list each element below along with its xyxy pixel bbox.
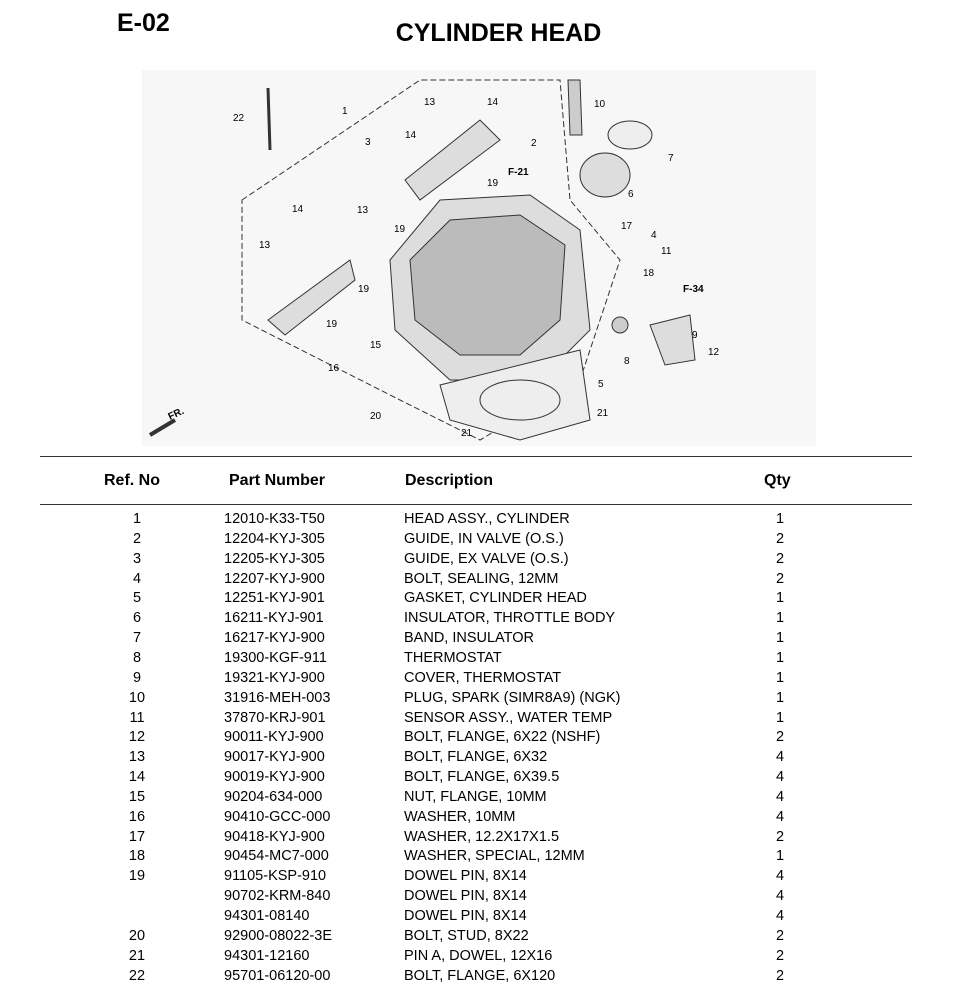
callout: 13	[357, 205, 369, 216]
table-row	[0, 511, 957, 531]
callout: 7	[668, 153, 674, 164]
description: BOLT, FLANGE, 6X120	[404, 967, 556, 984]
callout: 21	[461, 428, 473, 439]
callout: 14	[405, 130, 417, 141]
callout: 17	[621, 221, 633, 232]
description: BOLT, FLANGE, 6X22 (NSHF)	[404, 729, 601, 746]
part-number: 12207-KYJ-900	[224, 570, 325, 587]
description: NUT, FLANGE, 10MM	[404, 788, 547, 805]
qty: 4	[775, 868, 785, 885]
part-number: 92900-08022-3E	[224, 927, 333, 944]
ref-no: 2	[132, 530, 142, 547]
table-row	[0, 769, 957, 789]
qty: 4	[775, 749, 785, 766]
part-number: 19300-KGF-911	[224, 649, 327, 666]
part-number: 12204-KYJ-305	[224, 530, 325, 547]
qty: 4	[775, 808, 785, 825]
part-number: 37870-KRJ-901	[224, 709, 326, 726]
qty: 1	[775, 848, 785, 865]
table-row	[0, 690, 957, 710]
ref-no: 13	[128, 749, 146, 766]
callout: 3	[365, 137, 371, 148]
callout: 15	[370, 340, 382, 351]
table-top-divider	[40, 456, 912, 457]
table-row	[0, 590, 957, 610]
table-header-divider	[40, 504, 912, 505]
qty: 2	[775, 530, 785, 547]
callout: 19	[394, 224, 406, 235]
ref-no: 18	[128, 848, 146, 865]
part-number: 94301-12160	[224, 947, 310, 964]
part-number: 90702-KRM-840	[224, 888, 331, 905]
callout: 10	[594, 99, 606, 110]
description: BOLT, SEALING, 12MM	[404, 570, 559, 587]
part-number: 94301-08140	[224, 908, 310, 924]
callout: 1	[342, 106, 348, 117]
qty: 2	[775, 927, 785, 944]
description: GUIDE, EX VALVE (O.S.)	[404, 550, 569, 567]
table-row	[0, 789, 957, 809]
callout: 12	[708, 347, 720, 358]
description: PLUG, SPARK (SIMR8A9) (NGK)	[404, 689, 621, 706]
ref-no: 20	[128, 927, 146, 944]
qty: 1	[775, 649, 785, 666]
table-row	[0, 571, 957, 591]
part-number: 91105-KSP-910	[224, 868, 327, 885]
part-number: 19321-KYJ-900	[224, 669, 325, 686]
part-number: 90011-KYJ-900	[224, 729, 324, 746]
description: COVER, THERMOSTAT	[404, 669, 562, 686]
description: DOWEL PIN, 8X14	[404, 868, 527, 885]
column-header-qty: Qty	[764, 472, 791, 489]
ref-no: 5	[132, 590, 142, 607]
ref-no: 4	[132, 570, 142, 587]
part-number: 90017-KYJ-900	[224, 749, 325, 766]
table-row	[0, 729, 957, 749]
ref-no: 3	[132, 550, 142, 567]
callout: F-21	[508, 167, 529, 178]
page-title: CYLINDER HEAD	[395, 19, 602, 47]
ref-no: 8	[132, 649, 142, 666]
callout: 9	[692, 330, 698, 341]
part-number: 90019-KYJ-900	[224, 769, 325, 786]
table-row	[0, 829, 957, 849]
part-number: 90418-KYJ-900	[224, 828, 325, 845]
table-row	[0, 809, 957, 829]
section-code: E-02	[117, 9, 170, 37]
table-row	[0, 948, 957, 968]
front-indicator: FR.	[166, 405, 186, 423]
table-row	[0, 868, 957, 888]
part-number: 16217-KYJ-900	[224, 630, 325, 647]
table-row	[0, 968, 957, 988]
part-number: 31916-MEH-003	[224, 689, 331, 706]
qty: 2	[775, 570, 785, 587]
callout: 11	[661, 246, 672, 257]
description: GUIDE, IN VALVE (O.S.)	[404, 530, 564, 547]
table-row	[0, 710, 957, 730]
table-row	[0, 531, 957, 551]
ref-no: 16	[128, 808, 146, 825]
description: BAND, INSULATOR	[404, 630, 534, 647]
qty: 1	[775, 511, 785, 527]
description: BOLT, FLANGE, 6X39.5	[404, 769, 560, 786]
column-header-ref: Ref. No	[104, 472, 160, 489]
description: BOLT, STUD, 8X22	[404, 927, 529, 944]
ref-no: 15	[128, 788, 146, 805]
ref-no: 7	[132, 630, 142, 647]
table-row	[0, 848, 957, 868]
qty: 2	[775, 967, 785, 984]
part-number: 12251-KYJ-901	[224, 590, 325, 607]
callout: 8	[624, 356, 630, 367]
callout: 22	[233, 113, 245, 124]
callout: 14	[487, 97, 499, 108]
table-row	[0, 928, 957, 948]
exploded-parts-diagram	[142, 70, 816, 446]
qty: 4	[775, 908, 785, 924]
callout: 19	[487, 178, 499, 189]
qty: 1	[775, 689, 785, 706]
description: WASHER, SPECIAL, 12MM	[404, 848, 585, 865]
table-row	[0, 630, 957, 650]
part-number: 90204-634-000	[224, 788, 323, 805]
description: DOWEL PIN, 8X14	[404, 888, 527, 905]
description: SENSOR ASSY., WATER TEMP	[404, 709, 613, 726]
ref-no: 6	[132, 610, 142, 627]
table-row	[0, 888, 957, 908]
callout: 19	[326, 319, 338, 330]
ref-no: 17	[128, 828, 146, 845]
callout: 13	[259, 240, 271, 251]
callout: 13	[424, 97, 436, 108]
callout: 4	[651, 230, 657, 241]
qty: 4	[775, 788, 785, 805]
qty: 2	[775, 550, 785, 567]
description: HEAD ASSY., CYLINDER	[404, 511, 570, 527]
ref-no: 10	[128, 689, 146, 706]
table-row	[0, 908, 957, 928]
part-number: 12205-KYJ-305	[224, 550, 325, 567]
part-number: 90410-GCC-000	[224, 808, 331, 825]
callout: 21	[597, 408, 609, 419]
callout: 18	[643, 268, 655, 279]
ref-no: 22	[128, 967, 146, 984]
ref-no: 21	[128, 947, 146, 964]
ref-no: 14	[128, 769, 146, 786]
callout: 6	[628, 189, 634, 200]
table-row	[0, 670, 957, 690]
qty: 1	[775, 610, 785, 627]
part-number: 12010-K33-T50	[224, 511, 325, 527]
description: BOLT, FLANGE, 6X32	[404, 749, 548, 766]
ref-no: 19	[128, 868, 146, 885]
part-number: 16211-KYJ-901	[224, 610, 324, 627]
spark-plug	[568, 80, 582, 135]
qty: 4	[775, 769, 785, 786]
qty: 2	[775, 729, 785, 746]
ref-no: 11	[129, 709, 145, 726]
description: THERMOSTAT	[404, 649, 502, 666]
callout: 20	[370, 411, 382, 422]
callout: 2	[531, 138, 537, 149]
callout: F-34	[683, 284, 704, 295]
qty: 2	[775, 828, 785, 845]
callout: 19	[358, 284, 370, 295]
part-number: 95701-06120-00	[224, 967, 331, 984]
qty: 1	[775, 669, 785, 686]
qty: 1	[775, 590, 785, 607]
table-row	[0, 551, 957, 571]
description: INSULATOR, THROTTLE BODY	[404, 610, 616, 627]
qty: 4	[775, 888, 785, 905]
table-row	[0, 650, 957, 670]
callout: 14	[292, 204, 304, 215]
table-row	[0, 749, 957, 769]
callout: 5	[598, 379, 604, 390]
column-header-part-number: Part Number	[229, 472, 326, 489]
qty: 2	[775, 947, 785, 964]
callout: 16	[328, 363, 340, 374]
qty: 1	[775, 630, 785, 647]
description: WASHER, 10MM	[404, 808, 516, 825]
ref-no: 12	[128, 729, 146, 746]
description: PIN A, DOWEL, 12X16	[404, 947, 553, 964]
column-header-description: Description	[405, 472, 494, 489]
description: GASKET, CYLINDER HEAD	[404, 590, 587, 607]
ref-no: 1	[132, 511, 142, 527]
ref-no: 9	[132, 669, 142, 686]
qty: 1	[775, 709, 785, 726]
part-number: 90454-MC7-000	[224, 848, 329, 865]
description: WASHER, 12.2X17X1.5	[404, 828, 560, 845]
description: DOWEL PIN, 8X14	[404, 908, 527, 924]
table-row	[0, 610, 957, 630]
